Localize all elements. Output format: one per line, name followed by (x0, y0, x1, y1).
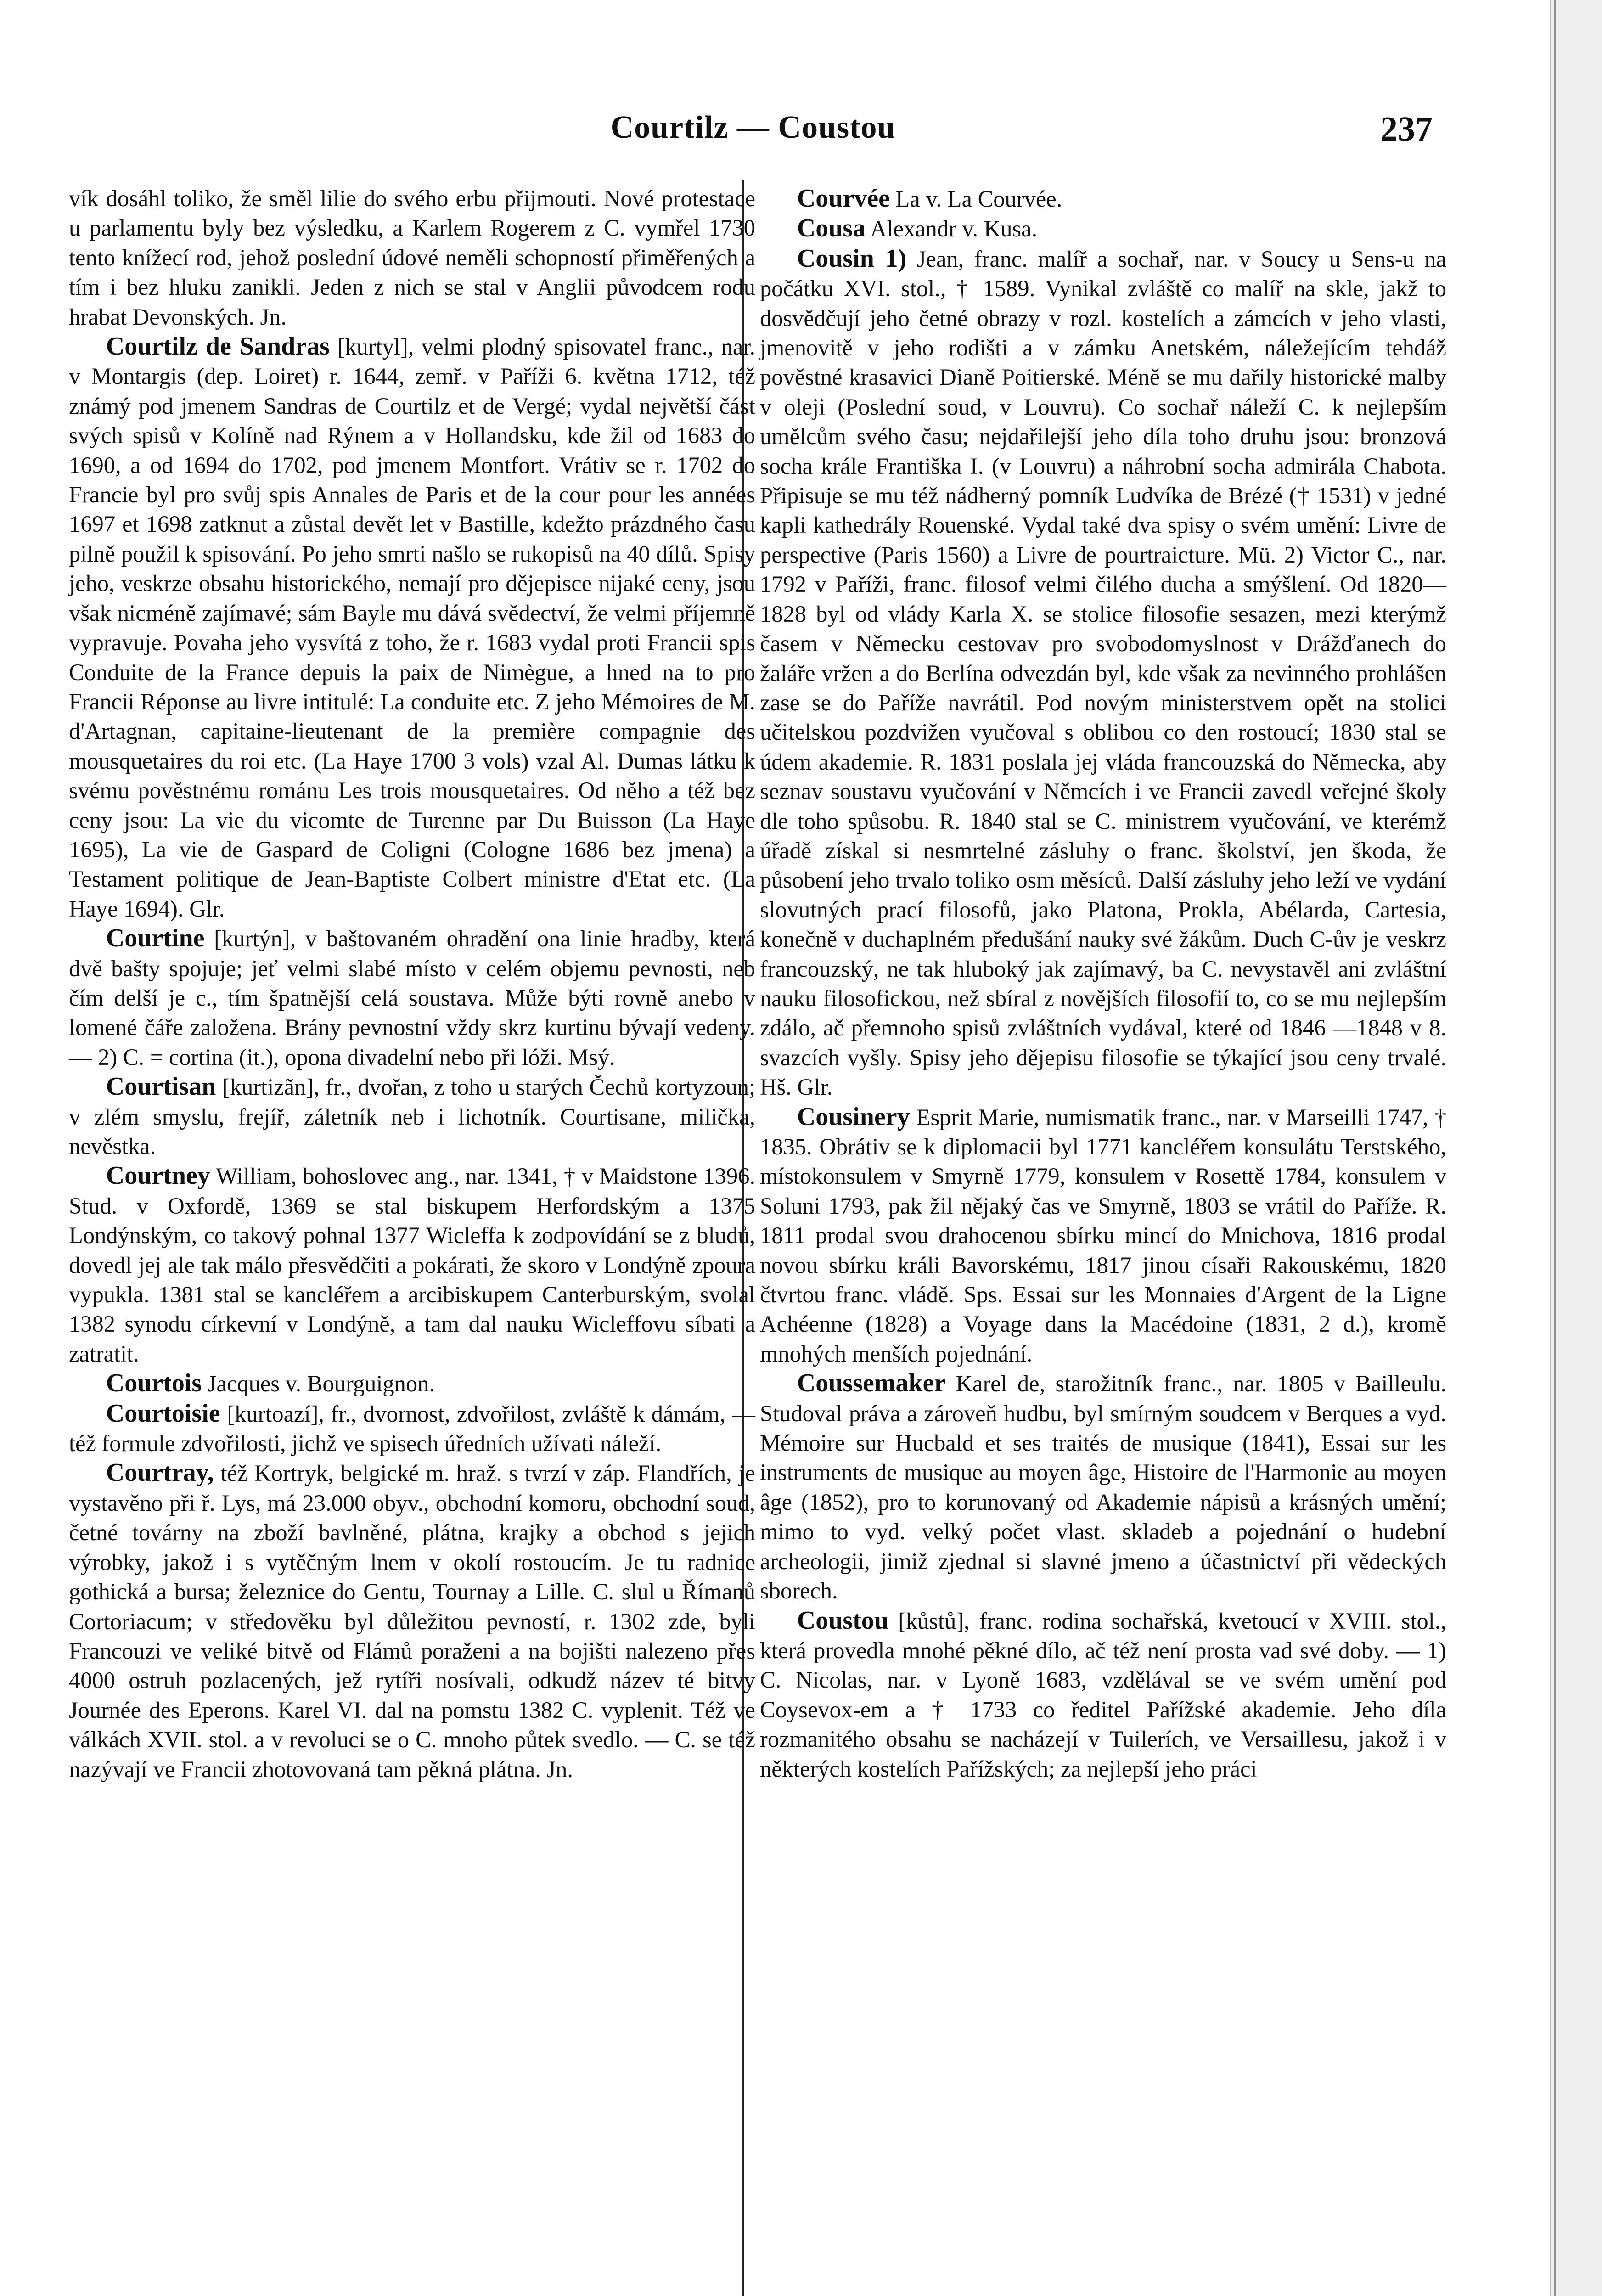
dictionary-entry (760, 1102, 1446, 1369)
entry-text: [kurtýn], v baštovaném ohradění ona linie hradby, která dvě bašty spojuje; jeť velmi slabé místo v celém objemu pevnosti, neb čím delší je c., tím špatnější celá soustava. Může býti rovně anebo v lomené čáře založena. Brány pevnostní vždy skrz kurtinu bývají vedeny. — 2) C. = cortina (it.), opona divadelní nebo při lóži. Msý. (69, 926, 755, 1070)
dictionary-entry (69, 1161, 755, 1368)
dictionary-entry (69, 332, 755, 923)
dictionary-entry (760, 184, 1446, 214)
entry-text: vík dosáhl toliko, že směl lilie do svého erbu přijmouti. Nové protestace u parlamentu byly bez výsledku, a Karlem Rogerem z C. vymřel 1730 tento knížecí rod, jehož poslední údové neměli schopností přiměřených a tím i bez hluku zanikli. Jeden z nich se stal v Anglii původcem rodu hrabat Devonských. Jn. (69, 186, 755, 330)
dictionary-entry (760, 1368, 1446, 1605)
entry-headword: Courtine (106, 924, 205, 953)
page-number: 237 (1380, 110, 1433, 148)
entry-text: Alexandr v. Kusa. (870, 216, 1038, 242)
dictionary-entry (69, 1368, 755, 1398)
entry-headword: Cousinery (797, 1102, 910, 1131)
dictionary-entry (760, 1606, 1446, 1784)
entry-text: Esprit Marie, numismatik franc., nar. v Marseilli 1747, † 1835. Obrátiv se k diplomacii byl 1771 kancléřem konsulátu Terstského, místokonsulem v Smyrně 1779, konsulem v Rosettě 1784, konsulem v Soluni 1793, pak žil nějaký čas ve Smyrně, 1803 se vrátil do Paříže. R. 1811 prodal svou drahocenou sbírku mincí do Mnichova, 1816 prodal novou sbírku králi Bavorskému, 1817 jinou císaři Rakouskému, 1820 čtvrtou franc. vládě. Sps. Essai sur les Monnaies d'Argent de la Ligne Achéenne (1828) a Voyage dans la Macédoine (1831, 2 d.), kromě mnohých menších pojednání. (760, 1104, 1447, 1367)
entry-headword: Coustou (797, 1606, 888, 1635)
entry-headword: Courtoisie (106, 1399, 220, 1428)
entry-headword: Courtois (106, 1369, 202, 1398)
entry-text: Karel de, starožitník franc., nar. 1805 v Bailleulu. Studoval práva a zároveň hudbu, byl smírným soudcem v Berques a vyd. Mémoire sur Hucbald et ses traités de musique (1841), Essai sur les instruments de musique au moyen âge, Histoire de l'Harmonie au moyen âge (1852), pro to korunovaný od Akademie nápisů a krásných umění; mimo to vyd. velký počet vlast. skladeb a pojednání o hudební archeologii, jimiž zjednal si slavné jmeno a účastnictví při vědeckých sborech. (760, 1371, 1447, 1604)
dictionary-entry (760, 214, 1446, 243)
running-header (73, 109, 1433, 160)
entry-text: též Kortryk, belgické m. hraž. s tvrzí v záp. Flandřích, je vystavěno při ř. Lys, má 23.000 obyv., obchodní komoru, obchodní soud, četné továrny na zboží bavlněné, plátna, krajky a obchod s jejich výrobky, jakož i s vytěčným lnem v okolí rostoucím. Je tu radnice gothická a bursa; železnice do Gentu, Tournay a Lille. C. slul u Římanů Cortoriacum; v středověku byl důležitou pevností, r. 1302 zde, byli Francouzi ve veliké bitvě od Flámů poraženi a na bojišti nalezeno přes 4000 ostruh pozlacených, jež rytíři nosívali, odkudž název té bitvy Journée des Eperons. Karel VI. dal na pomstu 1382 C. vyplenit. Též ve válkách XVII. stol. a v revoluci se o C. mnoho půtek svedlo. — C. se též nazývají ve Francii zhotovovaná tam pěkná plátna. Jn. (69, 1460, 756, 1782)
dictionary-entry (760, 244, 1446, 1102)
dictionary-entry (69, 184, 755, 332)
left-column (69, 184, 755, 1784)
entry-headword: Courtilz de Sandras (106, 332, 330, 361)
header-title: Courtilz — Coustou (610, 110, 896, 145)
entry-text: La v. La Courvée. (895, 186, 1062, 212)
entry-text: Jacques v. Bourguignon. (207, 1371, 435, 1397)
entry-headword: Courvée (797, 184, 890, 213)
entry-text: Jean, franc. malíř a sochař, nar. v Soucy u Sens-u na počátku XVI. stol., † 1589. Vynikal zvláště co malíř na skle, jakž to dosvědčují jeho četné obrazy v rozl. kostelích a zámcích v jeho vlasti, jmenovitě v jeho rodišti a v zámku Anetském, náležejícím tehdáž pověstné krasavici Dianě Poitierské. Méně se mu dařily historické malby v oleji (Poslední soud, v Louvru). Co sochař náleží C. k nejlepším umělcům svého času; nejdařilejší jeho díla toho druhu jsou: bronzová socha krále Františka I. (v Louvru) a náhrobní socha admirála Chabota. Připisuje se mu též nádherný pomník Ludvíka de Brézé († 1531) v jedné kapli kathedrály Rouenské. Vydal také dva spisy o svém umění: Livre de perspective (Paris 1560) a Livre de pourtraicture. Mü. 2) Victor C., nar. 1792 v Paříži, franc. filosof velmi čilého ducha a smýšlení. Od 1820—1828 byl od vlády Karla X. se stolice filosofie sesazen, mezi kterýmž časem v Německu cestovav pro svobodomyslnost v Drážďanech do žaláře vržen a do Berlína odvezdán byl, kde však za nevinného prohlášen zase se do Paříže navrátil. Pod novým ministerstvem opět na stolici učitelskou pozdvižen vyučoval s oblibou co den rostoucí; 1830 stal se údem akademie. R. 1831 poslala jej vláda francouzská do Německa, aby seznav soustavu vyučování v Němcích i ve Francii zavedl veřejné školy dle toho spůsobu. R. 1840 stal se C. ministrem vyučování, ve kterémž úřadě získal si nesmrtelné zásluhy o franc. školství, jen škoda, že působení jeho trvalo toliko osm měsíců. Další zásluhy jeho leží ve vydání slovutných prací filosofů, jako Platona, Prokla, Abélarda, Cartesia, konečně v duchaplném předušání nauky své žákům. Duch C-ův je veskrz francouzský, ne tak hluboký jak zajímavý, ba C. nevystavěl ani zvláštní nauku filosofickou, než sbíral z novějších filosofií to, co se mu nejlepším zdálo, ač přemnoho spisů zvláštních vydával, které od 1846 —1848 v 8. svazcích vyšly. Spisy jeho dějepisu filosofie se týkající jsou ceny trvalé. Hš. Glr. (760, 246, 1447, 1100)
dictionary-entry (69, 1399, 755, 1458)
dictionary-entry (69, 1458, 755, 1784)
entry-headword: Courtisan (106, 1072, 216, 1101)
entry-text: [kurtoazí], fr., dvornost, zdvořilost, zvláště k dámám, — též formule zdvořilosti, jichž ve spisech úředních užívati náleží. (69, 1401, 755, 1457)
binding-line (1554, 0, 1556, 2296)
page-edge (1550, 0, 1602, 2296)
dictionary-entry (69, 923, 755, 1072)
entry-headword: Courtney (106, 1161, 210, 1190)
entry-text: [kurtyl], velmi plodný spisovatel franc., nar. v Montargis (dep. Loiret) r. 1644, zemř. v Paříži 6. května 1712, též známý pod jmenem Sandras de Courtilz et de Vergé; vydal největší část svých spisů v Kolíně nad Rýnem a v Hollandsku, kde žil od 1683 do 1690, a od 1694 do 1702, pod jmenem Montfort. Vrátiv se r. 1702 do Francie byl pro svůj spis Annales de Paris et de la cour pour les années 1697 et 1698 zatknut a zůstal devět let v Bastille, kdežto prázdného času pilně použil k spisování. Po jeho smrti našlo se rukopisů na 40 dílů. Spisy jeho, veskrze obsahu historického, nemají pro dějepisce nijaké ceny, jsou však nicméně zajímavé; sám Bayle mu dává svědectví, že velmi příjemně vypravuje. Povaha jeho vysvítá z toho, že r. 1683 vydal proti Francii spis Conduite de la France depuis la paix de Nimègue, a hned na to pro Francii Réponse au livre intitulé: La conduite etc. Z jeho Mémoires de M. d'Artagnan, capitaine-lieutenant de la première compagnie des mousquetaires du roi etc. (La Haye 1700 3 vols) vzal Al. Dumas látku k svému pověstnému románu Les trois mousquetaires. Od něho a též bez ceny jsou: La vie du vicomte de Turenne par Du Buisson (La Haye 1695), La vie de Gaspard de Coligni (Cologne 1686 bez jmena) a Testament politique de Jean-Baptiste Colbert ministre d'Etat etc. (La Haye 1694). Glr. (69, 334, 755, 922)
entry-text: [kůstů], franc. rodina sochařská, kvetoucí v XVIII. stol., která provedla mnohé pěkné dílo, ač též není prosta vad své doby. — 1) C. Nicolas, nar. v Lyoně 1683, vzdělával se ve svém umění pod Coysevox-em a † 1733 co ředitel Pařížské akademie. Jeho díla rozmanitého obsahu se nacházejí v Tuilerích, ve Versaillesu, jakož i v některých kostelích Pařížských; za nejlepší jeho práci (760, 1608, 1446, 1782)
entry-headword: Coussemaker (797, 1369, 946, 1398)
right-column (760, 184, 1446, 1784)
entry-headword: Cousa (797, 214, 866, 243)
entry-text: [kurtizãn], fr., dvořan, z toho u starých Čechů kortyzoun; v zlém smyslu, frejíř, záletník neb i lichotník. Courtisane, milička, nevěstka. (69, 1074, 756, 1159)
entry-headword: Cousin 1) (797, 244, 907, 273)
dictionary-entry (69, 1072, 755, 1161)
entry-text: William, bohoslovec ang., nar. 1341, † v Maidstone 1396. Stud. v Oxfordě, 1369 se stal biskupem Herfordským a 1375 Londýnským, co takový pohnal 1377 Wicleffa k zodpovídání se z bludů, dovedl jej ale tak málo přesvědčiti a pokárati, že skoro v Londýně zpoura vypukla. 1381 stal se kancléřem a arcibiskupem Canterburským, svolal 1382 synodu církevní v Londýně, a tam dal nauku Wicleffovu síbati a zatratit. (69, 1163, 755, 1367)
entry-headword: Courtray, (106, 1458, 214, 1487)
